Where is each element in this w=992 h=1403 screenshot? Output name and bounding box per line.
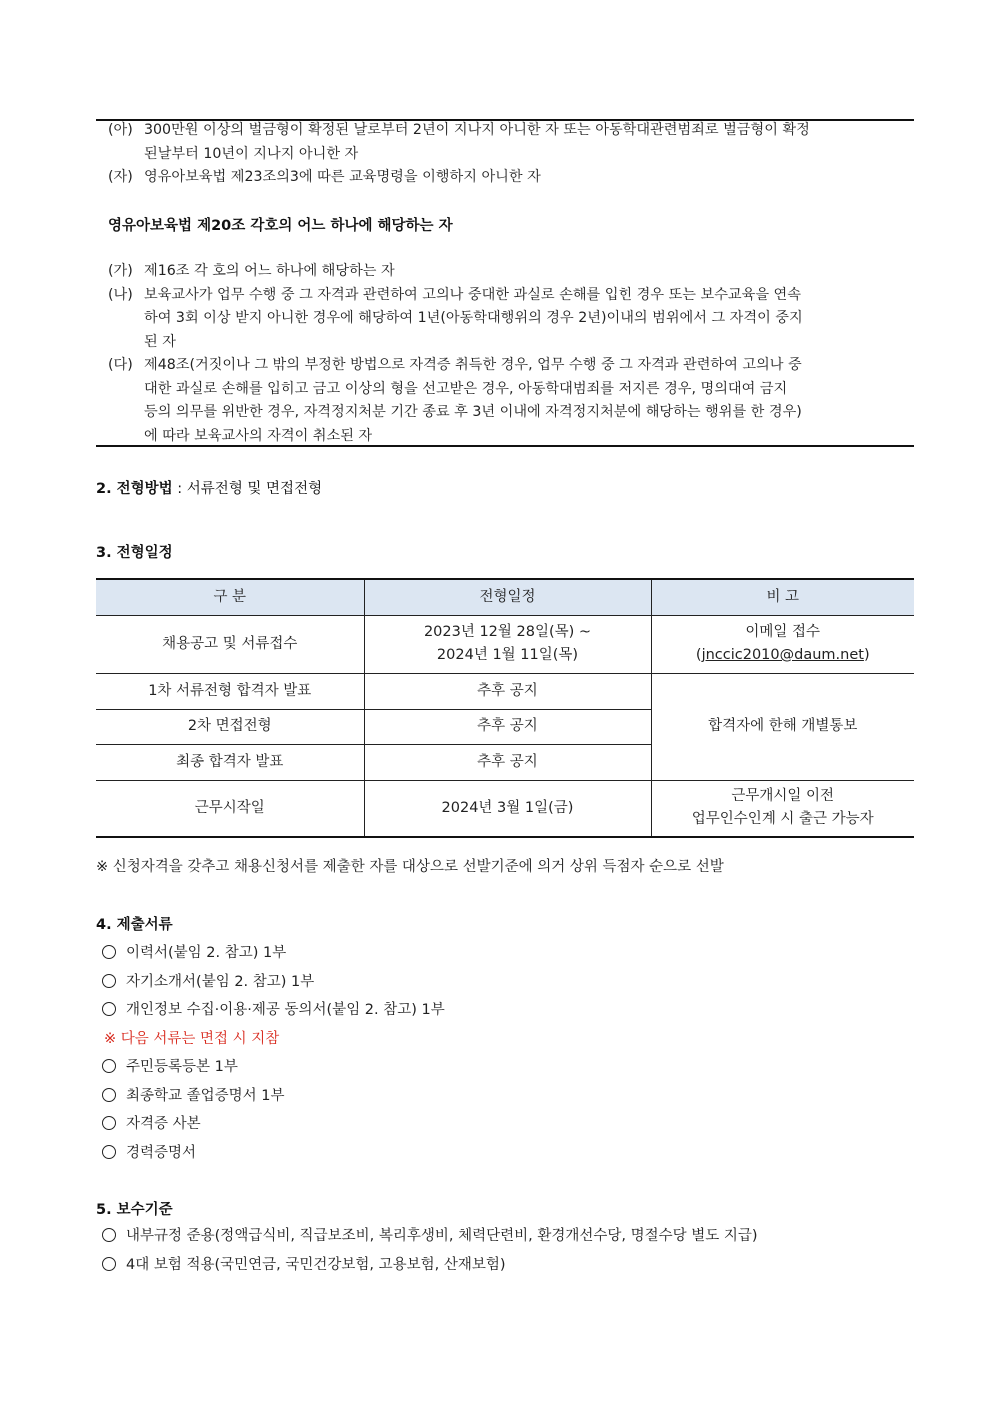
section-2-separator: : (172, 481, 187, 497)
item-text: 보육교사가 업무 수행 중 그 자격과 관련하여 고의나 중대한 과실로 손해를 입힌 경우 또는 보수교육을 연속 (144, 286, 801, 303)
selection-note: ※ 신청자격을 갖추고 채용신청서를 제출한 자를 대상으로 선발기준에 의거 상위 득점자 순으로 선발 (96, 859, 724, 875)
table-cell (651, 780, 914, 837)
table-cell: 2024년 3월 1일(금) (364, 780, 651, 837)
circle-bullet-icon (102, 1145, 116, 1159)
table-cell: 채용공고 및 서류접수 (96, 615, 364, 673)
section-2-heading (96, 477, 322, 498)
item-marker: (자) (108, 169, 133, 185)
item-text: 제48조(거짓이나 그 밖의 부정한 방법으로 자격증 취득한 경우, 업무 수행 중 그 자격과 관련하여 고의나 중 (144, 357, 802, 373)
section-2-value: 서류전형 및 면접전형 (186, 481, 323, 497)
paren-open: ( (695, 647, 702, 663)
circle-bullet-icon (102, 1002, 116, 1016)
remark-line: 근무개시일 이전 (731, 788, 835, 805)
circle-bullet-icon (102, 1059, 116, 1073)
list-item: 개인정보 수집·이용·제공 동의서(붙임 2. 참고) 1부 (102, 996, 445, 1025)
email-note: 이메일 접수 (745, 624, 821, 640)
list-item: 4대 보험 적용(국민연금, 국민건강보험, 고용보험, 산재보험) (102, 1251, 758, 1280)
item-text: 된 자 (144, 333, 176, 350)
section-3-heading: 3. 전형일정 (96, 545, 173, 561)
table-cell: 추후 공지 (364, 709, 651, 744)
pay-list (102, 1222, 758, 1279)
item-text: 된날부터 10년이 지나지 아니한 자 (144, 145, 359, 162)
item-marker: (나) (108, 286, 133, 303)
section-2-label: 2. 전형방법 (96, 481, 173, 497)
disqualification-last-line (144, 425, 372, 449)
schedule-table (96, 578, 914, 838)
list-item: 자격증 사본 (102, 1110, 445, 1139)
table-cell: 추후 공지 (364, 673, 651, 709)
table-cell: 2차 면접전형 (96, 709, 364, 744)
date-end: 2024년 1월 11일(목) (436, 647, 579, 663)
table-cell (364, 615, 651, 673)
list-item: 주민등록등본 1부 (102, 1053, 445, 1082)
item-text: 제16조 각 호의 어느 하나에 해당하는 자 (144, 263, 395, 279)
item-text: 등의 의무를 위반한 경우, 자격정지처분 기간 종료 후 3년 이내에 자격정지처분에 해당하는 행위를 한 경우) (144, 404, 802, 420)
table-cell-merged: 합격자에 한해 개별통보 (651, 673, 914, 780)
section-5-heading: 5. 보수기준 (96, 1202, 173, 1218)
table-row (96, 780, 914, 837)
item-text: 에 따라 보육교사의 자격이 취소된 자 (144, 427, 373, 444)
circle-bullet-icon (102, 945, 116, 959)
table-cell: 근무시작일 (96, 780, 364, 837)
table-cell: 1차 서류전형 합격자 발표 (96, 673, 364, 709)
list-item: 내부규정 준용(정액급식비, 직급보조비, 복리후생비, 체력단련비, 환경개선수당, 명절수당 별도 지급) (102, 1222, 758, 1251)
circle-bullet-icon (102, 1088, 116, 1102)
email-link[interactable]: jnccic2010@daum.net (701, 647, 864, 663)
section-4-heading: 4. 제출서류 (96, 917, 173, 933)
table-row (96, 673, 914, 709)
documents-list (102, 939, 445, 1167)
list-item: 이력서(붙임 2. 참고) 1부 (102, 939, 445, 968)
item-marker: (아) (108, 122, 133, 138)
table-header-row (96, 579, 914, 615)
circle-bullet-icon (102, 1116, 116, 1130)
circle-bullet-icon (102, 1228, 116, 1242)
list-item: 경력증명서 (102, 1139, 445, 1168)
paren-close: ) (863, 647, 870, 663)
column-header: 구 분 (96, 579, 364, 615)
date-start: 2023년 12월 28일(목) ~ (423, 624, 592, 640)
column-header: 전형일정 (364, 579, 651, 615)
item-marker: (다) (108, 357, 133, 373)
list-item: 최종학교 졸업증명서 1부 (102, 1082, 445, 1111)
interview-note: ※ 다음 서류는 면접 시 지참 (104, 1030, 280, 1047)
item-text: 하여 3회 이상 받지 아니한 경우에 해당하여 1년(아동학대행위의 경우 2년)이내의 범위에서 그 자격이 중지 (144, 310, 803, 326)
item-text: 대한 과실로 손해를 입히고 금고 이상의 형을 선고받은 경우, 아동학대범죄를 저지른 경우, 명의대여 금지 (144, 380, 788, 397)
circle-bullet-icon (102, 974, 116, 988)
circle-bullet-icon (102, 1257, 116, 1271)
item-text: 영유아보육법 제23조의3에 따른 교육명령을 이행하지 아니한 자 (144, 169, 541, 185)
email-line (652, 644, 915, 667)
table-cell: 추후 공지 (364, 744, 651, 780)
table-cell (651, 615, 914, 673)
subheading: 영유아보육법 제20조 각호의 어느 하나에 해당하는 자 (108, 218, 453, 234)
remark-line: 업무인수인계 시 출근 가능자 (691, 811, 874, 828)
table-row (96, 615, 914, 673)
item-text: 300만원 이상의 벌금형이 확정된 날로부터 2년이 지나지 아니한 자 또는 아동학대관련범죄로 벌금형이 확정 (144, 122, 810, 138)
column-header: 비 고 (651, 579, 914, 615)
item-marker: (가) (108, 263, 133, 279)
table-cell: 최종 합격자 발표 (96, 744, 364, 780)
list-item: 자기소개서(붙임 2. 참고) 1부 (102, 968, 445, 997)
